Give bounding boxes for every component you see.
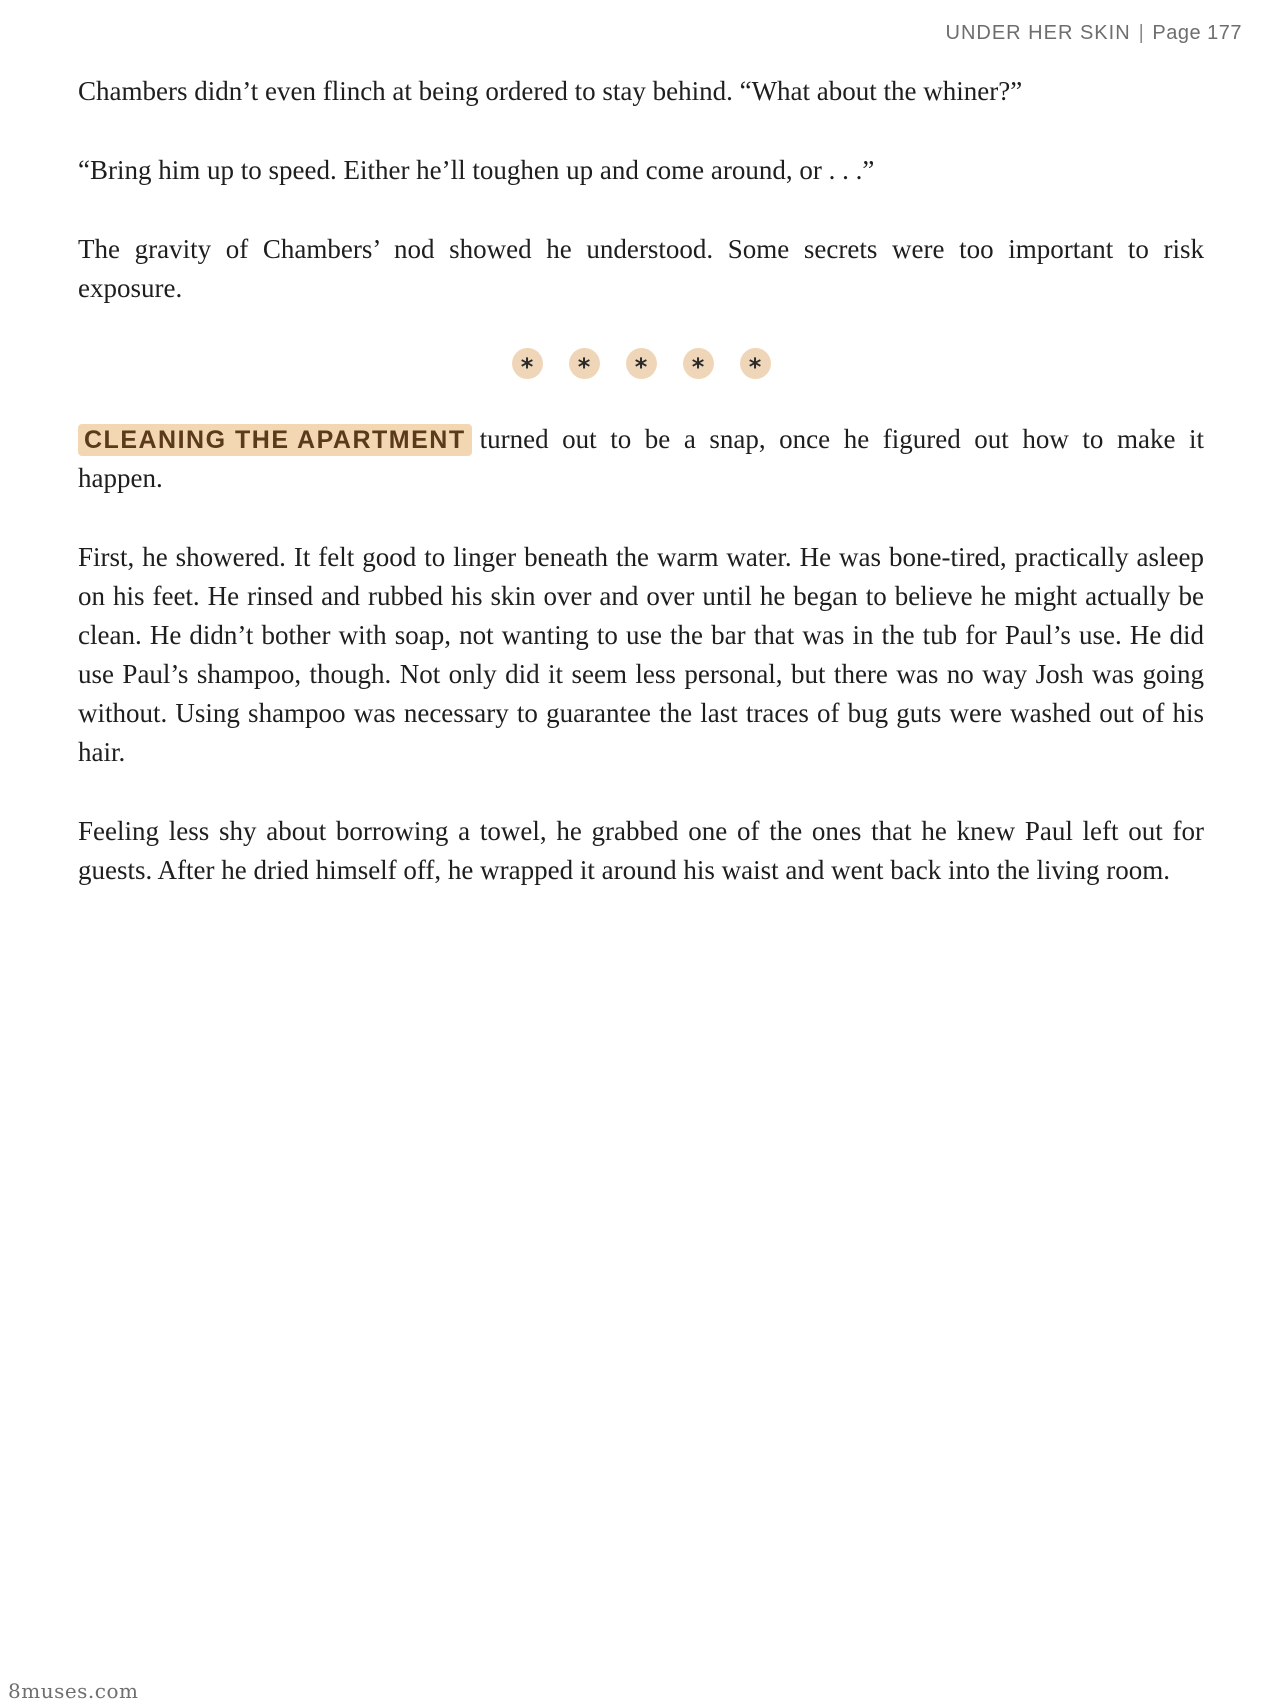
scene-break-star-icon: * (626, 348, 657, 379)
section-lead-in: CLEANING THE APARTMENT (78, 424, 472, 456)
paragraph-1: Chambers didn’t even flinch at being ordered to stay behind. “What about the whiner?” (78, 76, 1023, 106)
book-title: UNDER HER SKIN (945, 22, 1131, 44)
scene-break-star-icon: * (512, 348, 543, 379)
paragraph-4 (78, 420, 1204, 498)
scene-break-star-icon: * (740, 348, 771, 379)
paragraph-6: Feeling less shy about borrowing a towel, he grabbed one of the ones that he knew Paul left out for guests. After he dried himself off, he wrapped it around his waist and went back into the living room. (78, 816, 1204, 885)
running-header (946, 22, 1242, 45)
paragraph-5: First, he showered. It felt good to linger beneath the warm water. He was bone-tired, practically asleep on his feet. He rinsed and rubbed his skin over and over until he began to believe he might actually be clean. He didn’t bother with soap, not wanting to use the bar that was in the tub for Paul’s use. He did use Paul’s shampoo, though. Not only did it seem less personal, but there was no way Josh was going without. Using shampoo was necessary to guarantee the last traces of bug guts were washed out of his hair. (78, 542, 1204, 767)
header-separator: | (1138, 22, 1145, 44)
scene-break (78, 348, 1204, 380)
watermark: 8muses.com (8, 1679, 139, 1703)
paragraph-3: The gravity of Chambers’ nod showed he understood. Some secrets were too important to risk exposure. (78, 234, 1204, 303)
paragraph-2: “Bring him up to speed. Either he’ll toughen up and come around, or . . .” (78, 155, 875, 185)
page-number: Page 177 (1152, 22, 1242, 44)
page-content (78, 72, 1204, 930)
scene-break-star-icon: * (683, 348, 714, 379)
scene-break-star-icon: * (569, 348, 600, 379)
paragraph-4-text: turned out to be a snap, once he figured out how to make it happen. (78, 424, 1204, 493)
